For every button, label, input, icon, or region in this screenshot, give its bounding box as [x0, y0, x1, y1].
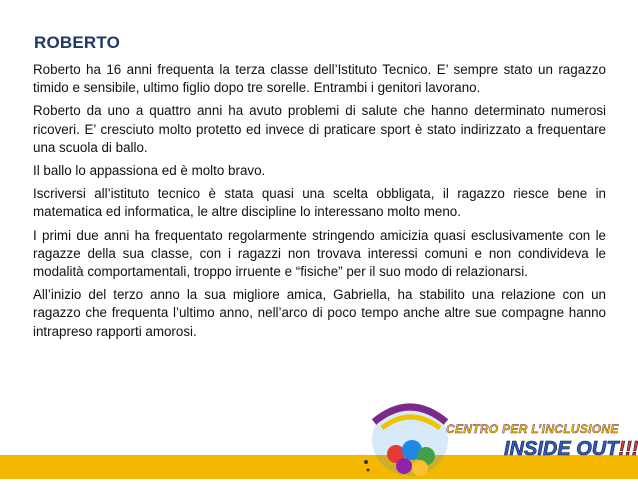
logo-emblem-icon: [360, 392, 460, 479]
logo-brand: [504, 438, 638, 461]
logo-brand-excl: !!!: [618, 438, 638, 460]
paragraph: Roberto da uno a quattro anni ha avuto problemi di salute che hanno determinato numerosi ricoveri. E’ cresciuto molto protetto ed invece di praticare sport è stato indirizzato a frequentare una scuola di ballo.: [33, 103, 606, 155]
paragraph: I primi due anni ha frequentato regolarmente stringendo amicizia quasi esclusivamente con le ragazze della sua classe, con i ragazzi non trovava interessi comuni e non condivideva le modalità comportamentali, troppo irruente e “fisiche” per il suo modo di relazionarsi.: [33, 227, 606, 280]
body-text: [33, 61, 606, 346]
slide-title: ROBERTO: [34, 33, 121, 52]
paragraph: Il ballo lo appassiona ed è molto bravo.: [33, 163, 266, 179]
logo-brand-main: INSIDE OUT: [504, 438, 619, 460]
logo-center-label: CENTRO PER L’INCLUSIONE: [446, 422, 619, 436]
inside-out-logo: [360, 392, 460, 479]
paragraph: Roberto ha 16 anni frequenta la terza classe dell’Istituto Tecnico. E’ sempre stato un ragazzo timido e sensibile, ultimo figlio dopo tre sorelle. Entrambi i genitori lavorano.: [33, 62, 606, 96]
paragraph: Iscriversi all’istituto tecnico è stata quasi una scelta obbligata, il ragazzo riesce bene in matematica ed informatica, le altre discipline lo interessano molto meno.: [33, 186, 606, 220]
paragraph: All’inizio del terzo anno la sua migliore amica, Gabriella, ha stabilito una relazione con un ragazzo che frequenta l’ultimo anno, nell’arco di poco tempo anche altre sue compagne hanno intrapreso rapporti amorosi.: [33, 287, 606, 339]
